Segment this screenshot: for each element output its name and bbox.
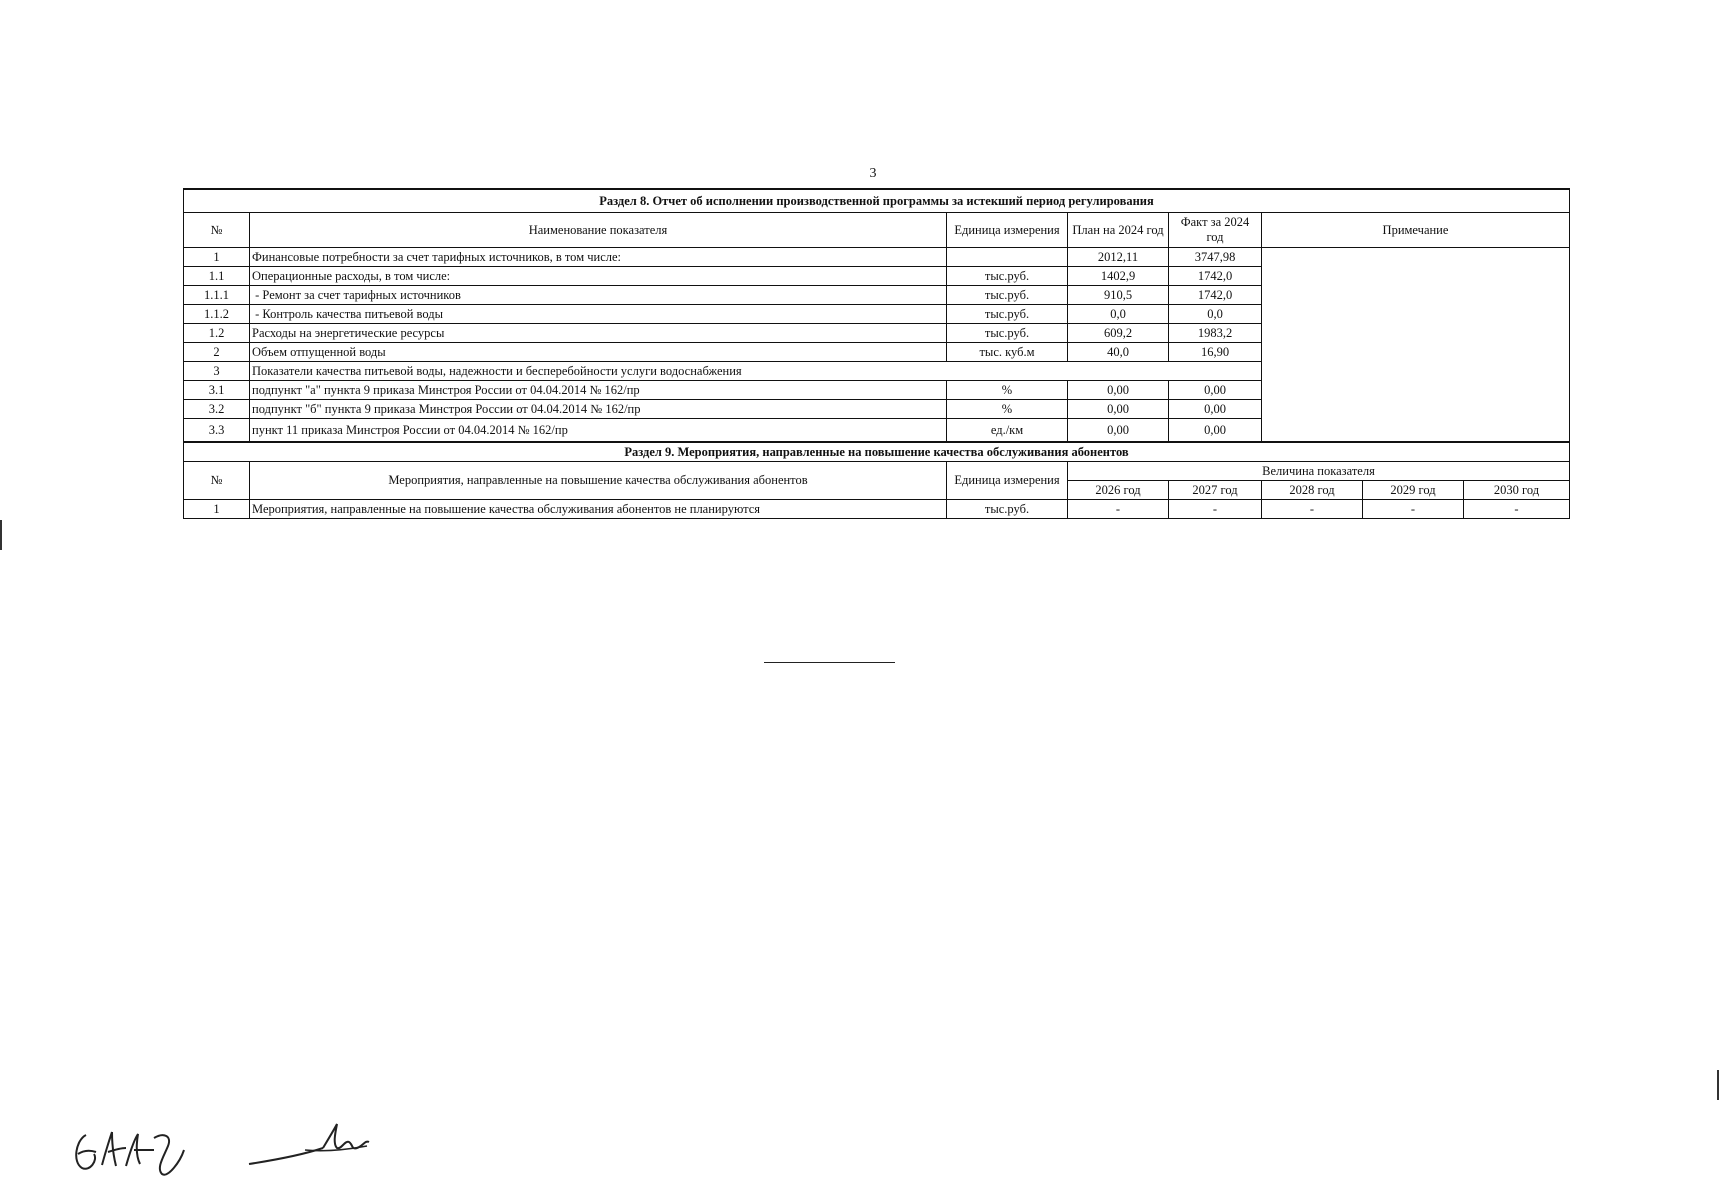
s9-header-value-group: Величина показателя — [1068, 462, 1570, 481]
row-fact: 0,00 — [1169, 419, 1262, 443]
s9-header-year: 2027 год — [1169, 481, 1262, 500]
row-unit — [947, 248, 1068, 267]
signature-1 — [68, 1110, 198, 1180]
section9-title-row — [184, 442, 1570, 462]
row-plan: 0,00 — [1068, 381, 1169, 400]
row-name: - Ремонт за счет тарифных источников — [250, 286, 947, 305]
row-num: 1.1 — [184, 267, 250, 286]
row-plan: 0,0 — [1068, 305, 1169, 324]
row-unit: % — [947, 400, 1068, 419]
row-name: подпункт "а" пункта 9 приказа Минстроя России от 04.04.2014 № 162/пр — [250, 381, 947, 400]
scan-edge-mark — [1717, 1070, 1719, 1100]
s9-header-year: 2028 год — [1262, 481, 1363, 500]
row-unit: тыс.руб. — [947, 305, 1068, 324]
row-unit: тыс.руб. — [947, 286, 1068, 305]
row-unit: тыс.руб. — [947, 267, 1068, 286]
header-note: Примечание — [1262, 213, 1570, 248]
row-name: Показатели качества питьевой воды, надежности и бесперебойности услуги водоснабжения — [250, 362, 1262, 381]
note-cell — [1262, 248, 1570, 443]
row-num: 1.1.2 — [184, 305, 250, 324]
row-name: Финансовые потребности за счет тарифных источников, в том числе: — [250, 248, 947, 267]
s9-header-unit: Единица измерения — [947, 462, 1068, 500]
row-fact: 0,00 — [1169, 400, 1262, 419]
section8-header-row — [184, 213, 1570, 248]
section9-header-row-1 — [184, 462, 1570, 481]
row-value: - — [1363, 500, 1464, 519]
header-unit: Единица измерения — [947, 213, 1068, 248]
row-fact: 1742,0 — [1169, 286, 1262, 305]
section8-title: Раздел 8. Отчет об исполнении производственной программы за истекший период регулирования — [184, 189, 1570, 213]
row-value: - — [1464, 500, 1570, 519]
header-fact: Факт за 2024 год — [1169, 213, 1262, 248]
s9-header-num: № — [184, 462, 250, 500]
table-row — [184, 500, 1570, 519]
row-name: - Контроль качества питьевой воды — [250, 305, 947, 324]
s9-header-year: 2030 год — [1464, 481, 1570, 500]
row-plan: 1402,9 — [1068, 267, 1169, 286]
row-name: Мероприятия, направленные на повышение качества обслуживания абонентов не планируются — [250, 500, 947, 519]
row-value: - — [1169, 500, 1262, 519]
row-fact: 0,0 — [1169, 305, 1262, 324]
row-num: 1.1.1 — [184, 286, 250, 305]
row-fact: 3747,98 — [1169, 248, 1262, 267]
row-num: 2 — [184, 343, 250, 362]
row-fact: 1742,0 — [1169, 267, 1262, 286]
row-fact: 1983,2 — [1169, 324, 1262, 343]
row-plan: 910,5 — [1068, 286, 1169, 305]
row-plan: 0,00 — [1068, 419, 1169, 443]
row-unit: ед./км — [947, 419, 1068, 443]
section9-title: Раздел 9. Мероприятия, направленные на повышение качества обслуживания абонентов — [184, 442, 1570, 462]
row-fact: 16,90 — [1169, 343, 1262, 362]
row-num: 3.1 — [184, 381, 250, 400]
page-number: 3 — [869, 166, 877, 181]
section8-title-row — [184, 189, 1570, 213]
row-num: 1.2 — [184, 324, 250, 343]
row-num: 3.3 — [184, 419, 250, 443]
row-plan: 0,00 — [1068, 400, 1169, 419]
row-unit: тыс.руб. — [947, 500, 1068, 519]
row-plan: 2012,11 — [1068, 248, 1169, 267]
row-value: - — [1068, 500, 1169, 519]
header-plan: План на 2024 год — [1068, 213, 1169, 248]
row-num: 1 — [184, 248, 250, 267]
report-table — [183, 188, 1570, 519]
row-plan: 609,2 — [1068, 324, 1169, 343]
row-name: Операционные расходы, в том числе: — [250, 267, 947, 286]
s9-header-name: Мероприятия, направленные на повышение качества обслуживания абонентов — [250, 462, 947, 500]
row-value: - — [1262, 500, 1363, 519]
s9-header-year: 2026 год — [1068, 481, 1169, 500]
row-num: 3 — [184, 362, 250, 381]
row-unit: тыс. куб.м — [947, 343, 1068, 362]
row-num: 3.2 — [184, 400, 250, 419]
s9-header-year: 2029 год — [1363, 481, 1464, 500]
row-name: Объем отпущенной воды — [250, 343, 947, 362]
row-name: подпункт "б" пункта 9 приказа Минстроя России от 04.04.2014 № 162/пр — [250, 400, 947, 419]
row-unit: % — [947, 381, 1068, 400]
row-unit: тыс.руб. — [947, 324, 1068, 343]
row-name: пункт 11 приказа Минстроя России от 04.04.2014 № 162/пр — [250, 419, 947, 443]
closing-line — [764, 662, 895, 663]
row-plan: 40,0 — [1068, 343, 1169, 362]
signature-2 — [245, 1120, 375, 1170]
scan-edge-mark — [0, 520, 2, 550]
header-num: № — [184, 213, 250, 248]
header-name: Наименование показателя — [250, 213, 947, 248]
table-row — [184, 248, 1570, 267]
row-name: Расходы на энергетические ресурсы — [250, 324, 947, 343]
row-fact: 0,00 — [1169, 381, 1262, 400]
row-num: 1 — [184, 500, 250, 519]
